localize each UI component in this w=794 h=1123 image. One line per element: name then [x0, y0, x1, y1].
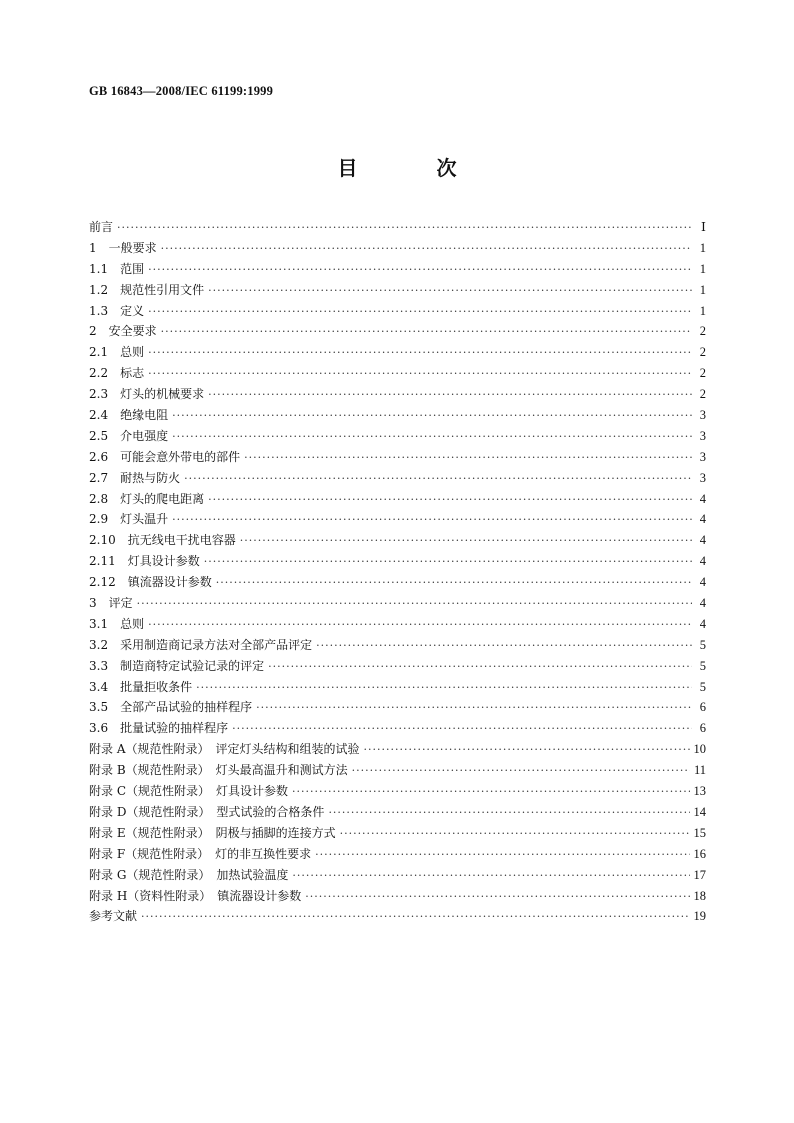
toc-entry[interactable] [89, 781, 706, 802]
toc-entry-label: 2.6 可能会意外带电的部件 [89, 449, 241, 464]
toc-entry-page-number: 2 [699, 366, 706, 381]
toc-entry-label: 3.3 制造商特定试验记录的评定 [89, 658, 265, 673]
toc-entry-page-number: 4 [699, 554, 706, 569]
toc-entry-page-number: 1 [699, 282, 706, 297]
toc-entry-label: 3.2 采用制造商记录方法对全部产品评定 [89, 637, 313, 652]
toc-dot-leader [268, 657, 692, 678]
toc-dot-leader [352, 761, 690, 782]
toc-entry-label: 附录 A（规范性附录） 评定灯头结构和组装的试验 [89, 742, 360, 757]
toc-entry-label: 前言 [89, 220, 114, 234]
toc-entry-page-number: 1 [699, 240, 706, 255]
toc-entry-page-number: 19 [693, 909, 706, 924]
toc-dot-leader [204, 552, 692, 573]
toc-entry-label: 3.1 总则 [89, 616, 145, 631]
toc-entry-label: 2.5 介电强度 [89, 428, 169, 443]
toc-entry-label: 2.8 灯头的爬电距离 [89, 491, 205, 506]
toc-entry-page-number: 1 [699, 261, 706, 276]
toc-dot-leader [232, 719, 692, 740]
toc-entry[interactable] [89, 906, 706, 927]
toc-entry-page-number: 4 [699, 533, 706, 548]
toc-entry-label: 附录 F（规范性附录） 灯的非互换性要求 [89, 846, 312, 861]
toc-dot-leader [172, 406, 692, 427]
toc-entry-page-number: 13 [693, 784, 706, 799]
toc-dot-leader [240, 531, 692, 552]
toc-entry-page-number: 3 [699, 470, 706, 485]
toc-entry-page-number: 1 [699, 303, 706, 318]
toc-dot-leader [137, 594, 692, 615]
toc-entry[interactable] [89, 509, 706, 530]
toc-entry-label: 附录 C（规范性附录） 灯具设计参数 [89, 784, 288, 799]
toc-entry-label: 附录 H（资料性附录） 镇流器设计参数 [89, 888, 302, 903]
toc-entry-label: 2.1 总则 [89, 345, 145, 360]
toc-entry[interactable] [89, 301, 706, 322]
toc-entry[interactable] [89, 384, 706, 405]
toc-dot-leader [161, 322, 692, 343]
toc-entry[interactable] [89, 802, 706, 823]
toc-entry[interactable] [89, 718, 706, 739]
toc-dot-leader [315, 845, 689, 866]
toc-entry-label: 2 安全要求 [89, 324, 157, 339]
toc-entry-label: 2.11 灯具设计参数 [89, 554, 200, 569]
toc-entry-label: 2.12 镇流器设计参数 [89, 575, 212, 590]
toc-entry[interactable] [89, 614, 706, 635]
toc-entry[interactable] [89, 280, 706, 301]
standard-number-header: GB 16843—2008/IEC 61199:1999 [89, 84, 274, 98]
toc-entry-page-number: 2 [699, 387, 706, 402]
toc-entry-label: 3.4 批量拒收条件 [89, 679, 193, 694]
toc-entry[interactable] [89, 886, 706, 907]
page-title-text: 目 次 [337, 156, 493, 180]
toc-entry[interactable] [89, 447, 706, 468]
toc-entry[interactable] [89, 468, 706, 489]
toc-entry-label: 3 评定 [89, 596, 133, 611]
toc-entry-page-number: 16 [693, 846, 706, 861]
toc-entry-page-number: 3 [699, 449, 706, 464]
toc-entry-page-number: 2 [699, 345, 706, 360]
toc-entry-page-number: 6 [699, 700, 706, 715]
toc-entry-page-number: 14 [693, 804, 706, 819]
toc-dot-leader [208, 385, 692, 406]
toc-entry-label: 1.3 定义 [89, 303, 145, 318]
toc-dot-leader [161, 239, 692, 260]
toc-entry-label: 3.6 批量试验的抽样程序 [89, 721, 229, 736]
toc-entry[interactable] [89, 572, 706, 593]
toc-entry-label: 附录 B（规范性附录） 灯头最高温升和测试方法 [89, 763, 348, 778]
toc-entry-label: 1 一般要求 [89, 240, 157, 255]
toc-dot-leader [363, 740, 689, 761]
toc-entry[interactable] [89, 551, 706, 572]
toc-entry-page-number: 2 [699, 324, 706, 339]
toc-entry-page-number: 4 [699, 596, 706, 611]
toc-entry-page-number: 5 [699, 679, 706, 694]
toc-dot-leader [256, 698, 692, 719]
toc-entry-label: 2.2 标志 [89, 366, 145, 381]
toc-entry[interactable] [89, 739, 706, 760]
toc-entry[interactable] [89, 635, 706, 656]
toc-entry-page-number: 11 [693, 763, 706, 778]
toc-dot-leader [172, 427, 692, 448]
toc-entry-page-number: 6 [699, 721, 706, 736]
toc-dot-leader [244, 448, 692, 469]
toc-entry-label: 2.4 绝缘电阻 [89, 408, 169, 423]
toc-dot-leader [148, 615, 692, 636]
toc-entry-label: 1.1 范围 [89, 261, 145, 276]
toc-dot-leader [208, 490, 692, 511]
toc-entry-page-number: Ⅰ [701, 220, 706, 234]
toc-dot-leader [216, 573, 692, 594]
toc-dot-leader [148, 343, 692, 364]
toc-dot-leader [208, 281, 692, 302]
toc-entry[interactable] [89, 363, 706, 384]
toc-dot-leader [292, 866, 689, 887]
table-of-contents [89, 217, 706, 927]
toc-dot-leader [305, 887, 689, 908]
toc-entry[interactable] [89, 405, 706, 426]
toc-entry-page-number: 15 [693, 825, 706, 840]
toc-dot-leader [184, 469, 692, 490]
toc-entry[interactable] [89, 217, 706, 238]
toc-entry[interactable] [89, 760, 706, 781]
toc-entry-page-number: 3 [699, 428, 706, 443]
toc-entry-page-number: 10 [693, 742, 706, 757]
toc-entry[interactable] [89, 865, 706, 886]
toc-dot-leader [328, 803, 689, 824]
toc-entry-page-number: 17 [693, 867, 706, 882]
toc-dot-leader [172, 510, 692, 531]
toc-entry[interactable] [89, 238, 706, 259]
toc-dot-leader [316, 636, 692, 657]
toc-entry-label: 2.10 抗无线电干扰电容器 [89, 533, 236, 548]
toc-dot-leader [141, 907, 689, 928]
toc-entry[interactable] [89, 342, 706, 363]
toc-dot-leader [148, 364, 692, 385]
toc-entry-label: 附录 D（规范性附录） 型式试验的合格条件 [89, 804, 325, 819]
toc-entry[interactable] [89, 321, 706, 342]
page-title [0, 152, 794, 181]
toc-entry-label: 参考文献 [89, 909, 138, 924]
toc-entry[interactable] [89, 844, 706, 865]
toc-entry-page-number: 5 [699, 637, 706, 652]
toc-entry-label: 3.5 全部产品试验的抽样程序 [89, 700, 253, 715]
toc-entry-page-number: 5 [699, 658, 706, 673]
toc-entry[interactable] [89, 697, 706, 718]
toc-entry-page-number: 3 [699, 408, 706, 423]
toc-entry-page-number: 4 [699, 491, 706, 506]
toc-entry[interactable] [89, 823, 706, 844]
toc-entry-label: 2.3 灯头的机械要求 [89, 387, 205, 402]
toc-dot-leader [196, 678, 692, 699]
toc-entry-label: 2.7 耐热与防火 [89, 470, 181, 485]
toc-entry-label: 2.9 灯头温升 [89, 512, 169, 527]
toc-entry[interactable] [89, 530, 706, 551]
toc-dot-leader [340, 824, 690, 845]
toc-entry[interactable] [89, 656, 706, 677]
toc-entry-label: 1.2 规范性引用文件 [89, 282, 205, 297]
toc-dot-leader [148, 302, 692, 323]
toc-dot-leader [148, 260, 692, 281]
toc-entry[interactable] [89, 593, 706, 614]
toc-entry-page-number: 4 [699, 512, 706, 527]
toc-entry[interactable] [89, 677, 706, 698]
toc-entry[interactable] [89, 426, 706, 447]
toc-dot-leader [117, 218, 692, 239]
toc-entry-page-number: 4 [699, 575, 706, 590]
toc-entry-page-number: 18 [693, 888, 706, 903]
toc-entry-label: 附录 E（规范性附录） 阴极与插脚的连接方式 [89, 825, 336, 840]
toc-entry[interactable] [89, 489, 706, 510]
toc-entry-page-number: 4 [699, 616, 706, 631]
toc-entry[interactable] [89, 259, 706, 280]
toc-entry-label: 附录 G（规范性附录） 加热试验温度 [89, 867, 289, 882]
toc-dot-leader [292, 782, 690, 803]
